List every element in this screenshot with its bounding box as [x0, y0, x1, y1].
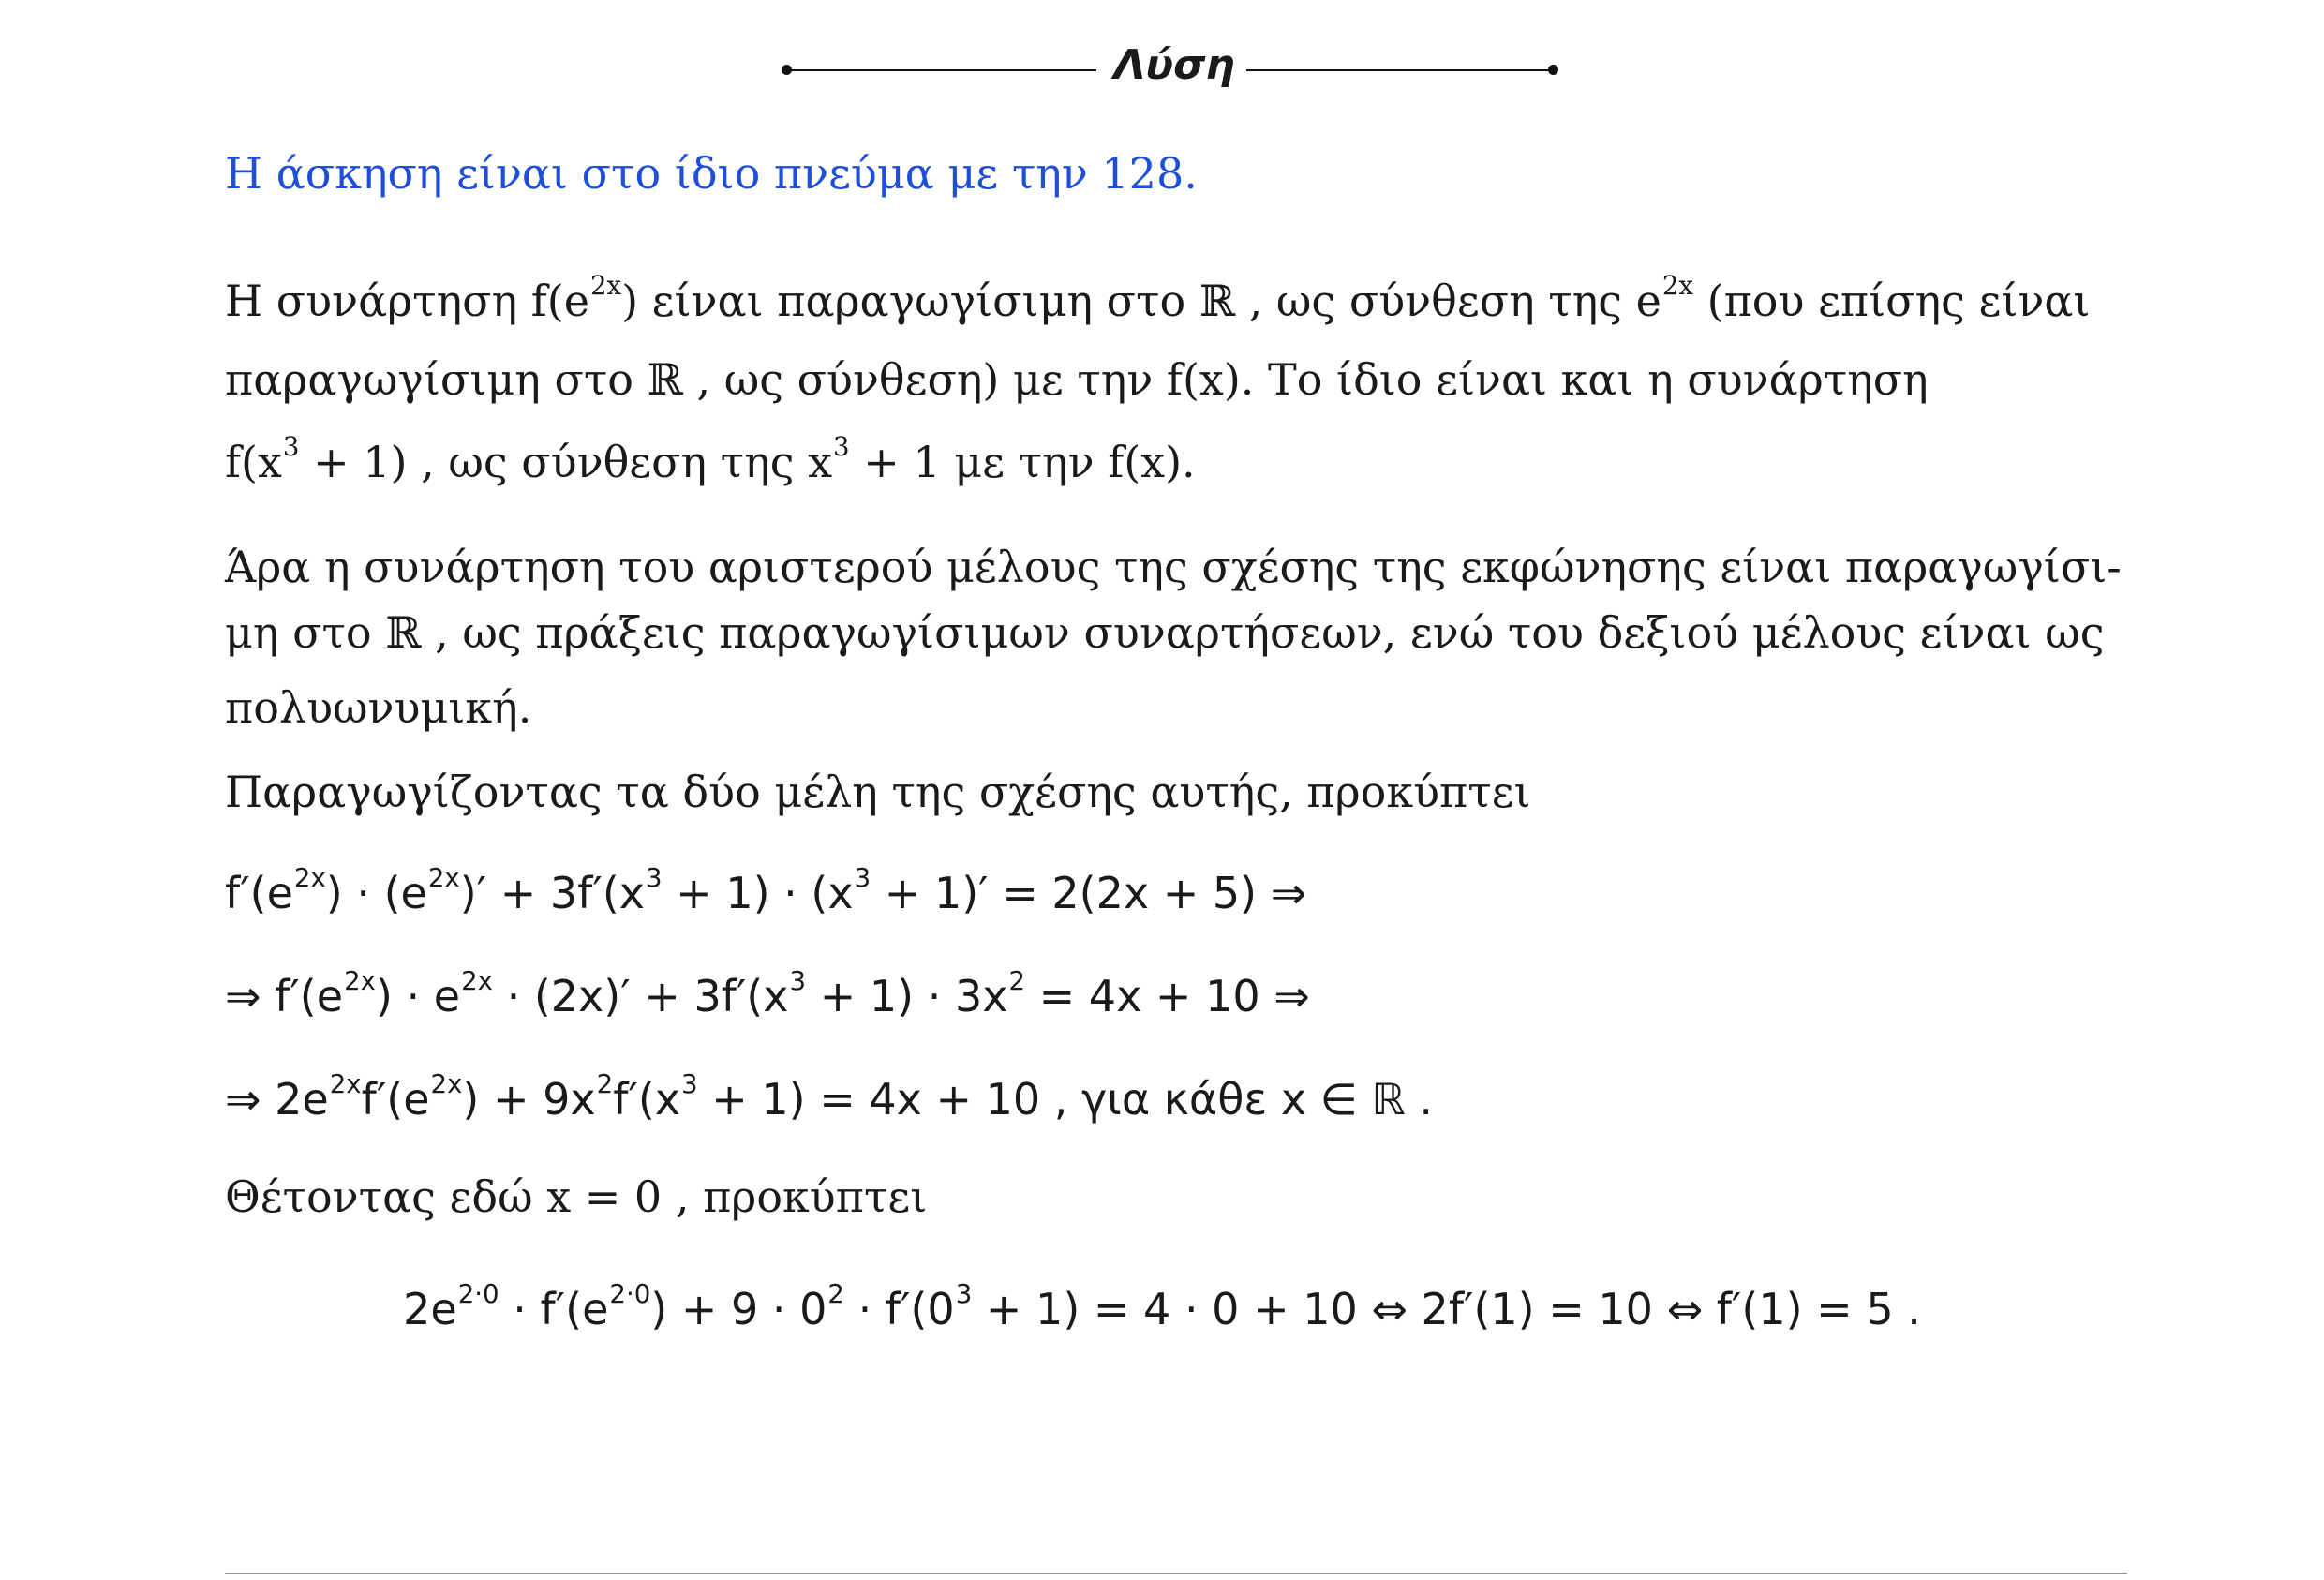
- equation-1: $f'(e^{2x}) \cdot (e^{2x})' + 3f'(x^3 + 1) \cdot (x^3 + 1)' = 2(2x + 5)$ ⇒: [225, 861, 1307, 918]
- paragraph-2-line-2: μη στο ℝ , ως πράξεις παραγωγίσιμων συναρτήσεων, ενώ του δεξιού μέλους είναι ως: [225, 607, 2105, 658]
- equation-2: ⇒ $f'(e^{2x}) \cdot e^{2x} \cdot (2x)' + 3f'(x^3 + 1) \cdot 3x^2 = 4x + 10$ ⇒: [225, 964, 1310, 1021]
- footer-rule: [225, 1573, 2127, 1574]
- paragraph-1-line-2: παραγωγίσιμη στο ℝ , ως σύνθεση) με την f(x). Το ίδιο είναι και η συνάρτηση: [225, 354, 1929, 405]
- paragraph-2-line-1: Άρα η συνάρτηση του αριστερού μέλους της σχέσης της εκφώνησης είναι παραγωγίσι-: [225, 542, 2122, 592]
- paragraph-1-line-1: Η συνάρτηση $f(e^{2x})$ είναι παραγωγίσιμη στο ℝ , ως σύνθεση της $e^{2x}$ (που επίσης είναι: [225, 269, 2091, 326]
- equation-4: $2e^{2\cdot 0} \cdot f'(e^{2\cdot 0}) + 9 \cdot 0^2 \cdot f'(0^3 + 1) = 4 \cdot 0 + 10$ ⇔ 2f′(1) = 10 ⇔ f′(1) = 5 .: [403, 1277, 1921, 1334]
- paragraph-2-line-3: πολυωνυμική.: [225, 682, 532, 733]
- paragraph-3: Παραγωγίζοντας τα δύο μέλη της σχέσης αυτής, προκύπτει: [225, 767, 1531, 817]
- header-right-rule: [1246, 69, 1556, 71]
- header-left-rule: [785, 69, 1096, 71]
- section-title: Λύση: [1113, 41, 1235, 89]
- section-header: [0, 37, 2324, 103]
- intro-note: Η άσκηση είναι στο ίδιο πνεύμα με την 128.: [225, 148, 1198, 199]
- header-right-dot: [1548, 65, 1558, 75]
- paragraph-4: Θέτοντας εδώ x = 0 , προκύπτει: [225, 1171, 928, 1222]
- equation-3: ⇒ $2e^{2x}f'(e^{2x}) + 9x^2f'(x^3 + 1) = 4x + 10$ , για κάθε x ∈ ℝ .: [225, 1067, 1434, 1125]
- paragraph-1-line-3: $f(x^3 + 1)$ , ως σύνθεση της $x^3 + 1$ με την f(x).: [225, 430, 1196, 487]
